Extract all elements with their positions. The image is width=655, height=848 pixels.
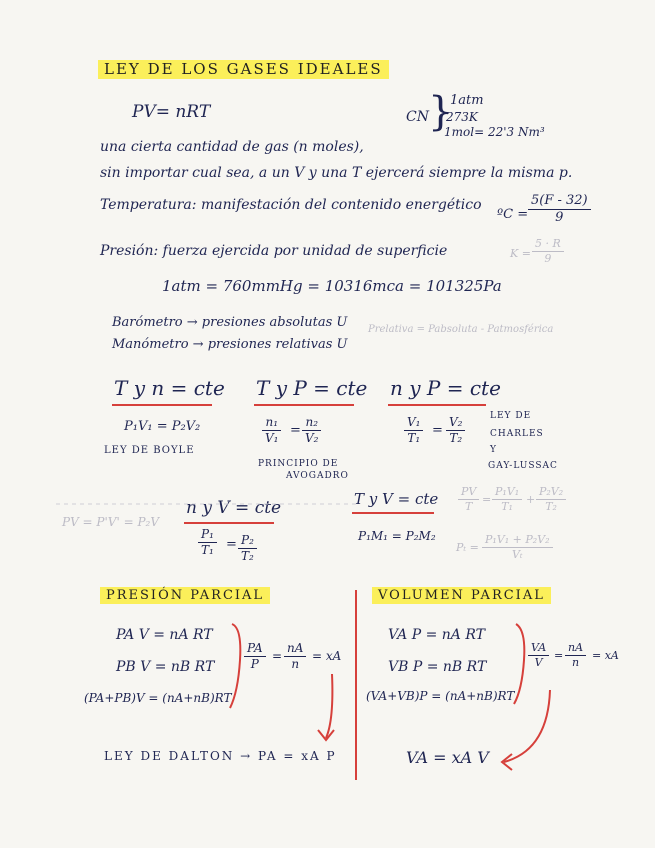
boyle-heading: T y n = cte bbox=[114, 376, 225, 400]
kelvin-formula-label: K = bbox=[510, 247, 531, 260]
avogadro-heading: T y P = cte bbox=[256, 376, 368, 400]
gay-lussac-heading: n y V = cte bbox=[186, 498, 282, 518]
partial-volume-molar-fraction: = xA bbox=[592, 649, 619, 662]
boyle-equation: P₁V₁ = P₂V₂ bbox=[124, 419, 201, 434]
dalton-law: LEY DE DALTON → PA = xA P bbox=[104, 749, 337, 763]
description-line-2: sin importar cual sea, a un V y una T ejercerá siempre la misma p. bbox=[100, 165, 573, 181]
charles-fraction-1: $\frac{\text{V₁}}{\text{T₁}}$ bbox=[404, 416, 423, 444]
manometer-line: Manómetro → presiones relativas U bbox=[112, 337, 348, 352]
total-pressure-fraction: $\frac{\text{P₁V₁ + P₂V₂}}{\text{Vₜ}}$ bbox=[482, 534, 553, 560]
pressure-definition: Presión: fuerza ejercida por unidad de superficie bbox=[100, 243, 448, 259]
relative-pressure-note: Prelativa = Pabsoluta - Patmosférica bbox=[368, 324, 554, 335]
partial-pressure-fraction-b: $\frac{nA}{n}$ bbox=[284, 642, 306, 670]
temperature-definition: Temperatura: manifestación del contenido energético bbox=[100, 197, 482, 213]
atm-equivalences: 1atm = 760mmHg = 10316mca = 101325Pa bbox=[162, 277, 502, 295]
partial-volume-eq-a: VA P = nA RT bbox=[388, 627, 485, 643]
partial-volume-equals: = bbox=[554, 649, 564, 662]
avogadro-fraction-2: $\frac{\text{n₂}}{\text{V₂}}$ bbox=[302, 416, 321, 444]
dalton-arrow-head bbox=[318, 730, 334, 740]
combined-fraction-2: $\frac{\text{P₁V₁}}{\text{T₁}}$ bbox=[492, 486, 522, 512]
cn-temp: 273K bbox=[446, 110, 478, 124]
volume-brace bbox=[514, 624, 524, 704]
pressure-brace bbox=[230, 624, 240, 708]
tv-heading: T y V = cte bbox=[354, 490, 439, 508]
charles-name-2: CHARLES bbox=[490, 429, 544, 439]
partial-pressure-eq-a: PA V = nA RT bbox=[116, 627, 213, 643]
celsius-formula-label: ºC = bbox=[497, 207, 529, 222]
charles-fraction-2: $\frac{\text{V₂}}{\text{T₂}}$ bbox=[446, 416, 465, 444]
dalton-arrow bbox=[326, 674, 332, 738]
celsius-formula: $\frac{5(F - 32)}{9}$ bbox=[528, 194, 591, 224]
pv-ghost-equation: PV = P'V' = P₂V bbox=[62, 515, 159, 529]
barometer-line: Barómetro → presiones absolutas U bbox=[112, 315, 348, 330]
partial-pressure-title: PRESIÓN PARCIAL bbox=[100, 587, 270, 604]
page-title: LEY DE LOS GASES IDEALES bbox=[98, 60, 389, 79]
partial-pressure-fraction-a: $\frac{PA}{P}$ bbox=[244, 642, 266, 670]
partial-volume-fraction-b: $\frac{nA}{n}$ bbox=[565, 642, 586, 668]
gay-lussac-fraction-1: $\frac{\text{P₁}}{\text{T₁}}$ bbox=[198, 528, 217, 556]
cn-mol: 1mol= 22'3 Nm³ bbox=[444, 125, 545, 139]
combined-plus: + bbox=[526, 493, 536, 506]
boyle-law-name: LEY DE BOYLE bbox=[104, 445, 195, 456]
partial-volume-fraction-a: $\frac{VA}{V}$ bbox=[528, 642, 549, 668]
cn-atm: 1atm bbox=[450, 93, 484, 108]
kelvin-formula: $\frac{5 \cdot R}{9}$ bbox=[532, 238, 564, 264]
charles-equals: = bbox=[432, 423, 443, 438]
partial-pressure-eq-b: PB V = nB RT bbox=[116, 659, 215, 675]
total-pressure-label: Pₜ = bbox=[456, 541, 479, 554]
gay-lussac-equals: = bbox=[226, 537, 237, 552]
tv-equation: P₁M₁ = P₂M₂ bbox=[358, 529, 436, 543]
partial-volume-eq-b: VB P = nB RT bbox=[388, 659, 487, 675]
avogadro-fraction-1: $\frac{\text{n₁}}{\text{V₁}}$ bbox=[262, 416, 281, 444]
volume-arrow bbox=[504, 690, 550, 762]
avogadro-equals: = bbox=[290, 423, 301, 438]
charles-name-4: GAY-LUSSAC bbox=[488, 461, 558, 471]
partial-volume-title: VOLUMEN PARCIAL bbox=[372, 587, 551, 604]
gay-lussac-fraction-2: $\frac{\text{P₂}}{\text{T₂}}$ bbox=[238, 534, 257, 562]
partial-volume-eq-sum: (VA+VB)P = (nA+nB)RT bbox=[366, 689, 515, 703]
combined-fraction-1: $\frac{PV}{T}$ bbox=[458, 486, 479, 512]
avogadro-name-1: PRINCIPIO DE bbox=[258, 459, 339, 469]
combined-equals-1: = bbox=[482, 493, 492, 506]
cn-brace: } bbox=[428, 89, 454, 135]
description-line-1: una cierta cantidad de gas (n moles), bbox=[100, 139, 364, 155]
ideal-gas-equation: PV= nRT bbox=[132, 102, 211, 122]
charles-name-3: Y bbox=[490, 445, 496, 455]
partial-pressure-equals: = bbox=[272, 649, 283, 663]
partial-pressure-molar-fraction: = xA bbox=[312, 649, 342, 663]
partial-volume-result: VA = xA V bbox=[406, 748, 489, 767]
charles-heading: n y P = cte bbox=[390, 376, 501, 400]
charles-name-1: LEY DE bbox=[490, 411, 532, 421]
combined-fraction-3: $\frac{\text{P₂V₂}}{\text{T₂}}$ bbox=[536, 486, 566, 512]
partial-pressure-eq-sum: (PA+PB)V = (nA+nB)RT bbox=[84, 691, 232, 705]
cn-label: CN bbox=[406, 109, 429, 125]
avogadro-name-2: AVOGADRO bbox=[286, 471, 349, 481]
